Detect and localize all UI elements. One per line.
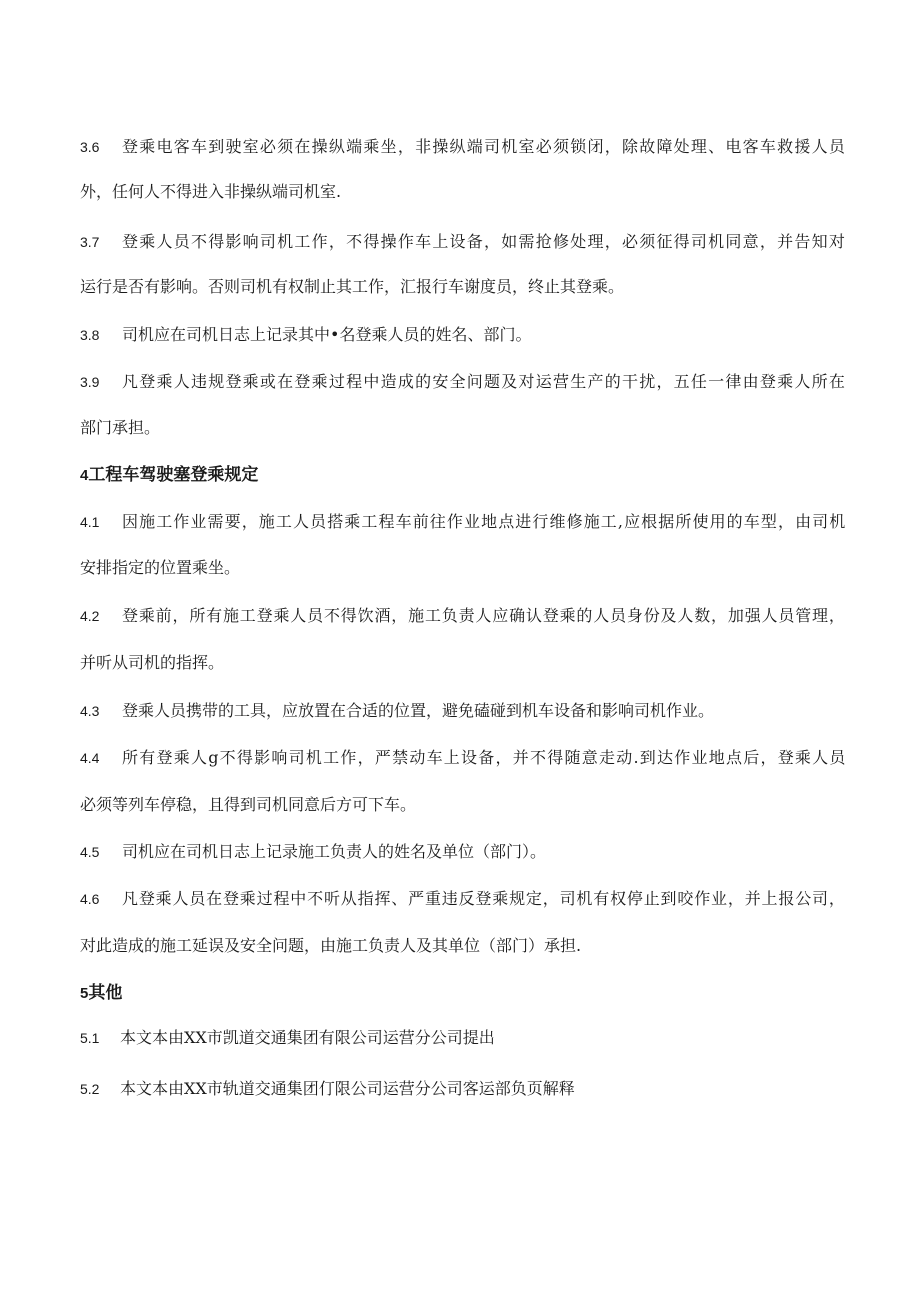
item-number: 5.1: [80, 1030, 100, 1046]
item-number: 5.2: [80, 1081, 100, 1097]
item-text-line: 运行是否有影响。否则司机有权制止其工作，汇报行车谢度员，终止其登乘。: [80, 277, 625, 296]
item-number: 4.2: [80, 608, 100, 624]
section-title: 工程车驾驶塞登乘规定: [88, 465, 259, 484]
section-number: 4: [80, 467, 89, 484]
item-text-line: 部门承担。: [80, 418, 161, 437]
item-number: 4.6: [80, 891, 100, 907]
section-heading: [80, 981, 122, 1006]
item-text-line: 本文本由XX市凯道交通集团有限公司运营分公司提出: [120, 1028, 495, 1047]
item-text-line: 因施工作业需要，施工人员搭乘工程车前往作业地点进行维修施工,应根据所使用的车型，由司机: [122, 512, 847, 531]
item-text-line: 凡登乘人员在登乘过程中不听从指挥、严重违反登乘规定，司机有权停止到咬作业，并上报公司，: [122, 889, 846, 908]
item-number: 4.3: [80, 703, 100, 719]
section-number: 5: [80, 985, 89, 1002]
item-text-line: 本文本由XX市轨道交通集团仃限公司运营分公司客运部负页解释: [120, 1079, 575, 1098]
item-text-line: 司机应在司机日志上记录施工负责人的姓名及单位（部门）。: [122, 842, 547, 861]
section-heading: [80, 463, 258, 488]
item-text-line: 对此造成的施工延误及安全问题，由施工负责人及其单位（部门）承担.: [80, 936, 582, 955]
item-text-line: 登乘人员携带的工具，应放置在合适的位置，避免磕碰到机车设备和影响司机作业。: [122, 701, 715, 720]
item-text-line: 登乘电客车到驶室必须在操纵端乘坐，非操纵端司机室必须锁闭，除故障处理、电客车救援人员: [122, 137, 847, 156]
item-text-line: 登乘人员不得影响司机工作，不得操作车上设备，如需抢修处理，必须征得司机同意，并告知对: [122, 232, 847, 251]
item-number: 3.7: [80, 234, 100, 250]
item-text-line: 所有登乘人g不得影响司机工作，严禁动车上设备，并不得随意走动.到达作业地点后，登乘人员: [122, 748, 847, 767]
item-number: 4.1: [80, 514, 100, 530]
item-text-line: 凡登乘人违规登乘或在登乘过程中造成的安全问题及对运营生产的干扰，五任一律由登乘人所在: [122, 372, 847, 391]
item-text-line: 司机应在司机日志上记录其中•名登乘人员的姓名、部门。: [122, 325, 532, 344]
item-text-line: 外，任何人不得进入非操纵端司机室.: [80, 182, 342, 201]
item-text-line: 安排指定的位置乘坐。: [80, 558, 241, 577]
item-number: 4.4: [80, 750, 100, 766]
item-text-line: 登乘前，所有施工登乘人员不得饮酒，施工负责人应确认登乘的人员身份及人数，加强人员管理，: [122, 606, 846, 625]
item-number: 3.6: [80, 139, 100, 155]
item-text-line: 并听从司机的指挥。: [80, 653, 225, 672]
section-title: 其他: [88, 983, 123, 1002]
item-number: 3.8: [80, 327, 100, 343]
item-number: 3.9: [80, 374, 100, 390]
item-number: 4.5: [80, 844, 100, 860]
item-text-line: 必须等列车停稳，且得到司机同意后方可下车。: [80, 795, 417, 814]
